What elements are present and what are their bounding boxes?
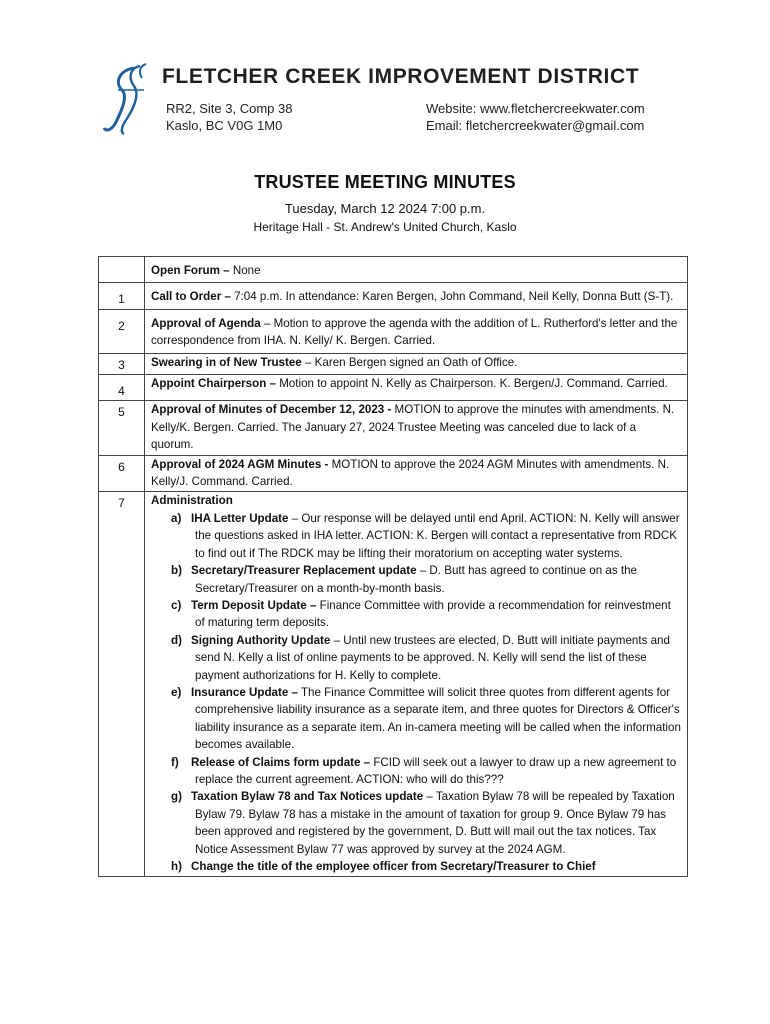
item-letter: a) <box>171 511 182 525</box>
website: Website: www.fletchercreekwater.com <box>426 101 645 116</box>
title-block <box>0 172 770 234</box>
item-heading: Approval of Minutes of December 12, 2023 - <box>151 403 392 417</box>
item-text: Motion to appoint N. Kelly as Chairperson. K. Bergen/J. Command. Carried. <box>275 377 668 391</box>
item-body <box>145 353 688 374</box>
item-heading: Approval of Agenda <box>151 316 261 330</box>
list-item <box>171 858 681 875</box>
sub-text: – Our response will be delayed until end April. ACTION: N. Kelly will answer the questions asked in IHA letter. ACTION: K. Bergen will contact a representative from RDCK to find out if The RDCK may be lifting their moratorium on accepting water systems. <box>195 511 680 560</box>
item-body <box>145 309 688 353</box>
list-item <box>171 684 681 754</box>
contact-info <box>426 100 645 134</box>
meeting-venue: Heritage Hall - St. Andrew's United Church, Kaslo <box>253 220 517 234</box>
sub-text: Finance Committee with provide a recommendation for reinvestment of maturing term deposits. <box>195 598 671 630</box>
item-letter: c) <box>171 598 182 612</box>
minutes-table <box>98 256 688 877</box>
item-number: 2 <box>99 309 145 353</box>
item-letter: e) <box>171 685 182 699</box>
list-item <box>171 754 681 789</box>
list-item <box>171 562 681 597</box>
sub-heading: IHA Letter Update <box>191 511 289 525</box>
district-logo <box>100 60 158 140</box>
org-name: FLETCHER CREEK IMPROVEMENT DISTRICT <box>162 65 640 88</box>
address <box>166 100 292 134</box>
item-letter: g) <box>171 790 182 804</box>
administration-list <box>171 510 681 876</box>
sub-heading: Release of Claims form update – <box>191 755 371 769</box>
item-letter: d) <box>171 633 182 647</box>
list-item <box>171 597 681 632</box>
table-row <box>99 375 688 401</box>
item-body <box>145 257 688 283</box>
item-heading: Appoint Chairperson – <box>151 377 276 391</box>
sub-text: – Taxation Bylaw 78 will be repealed by Taxation Bylaw 79. Bylaw 78 has a mistake in the amount of taxation for group 9. Once Bylaw 79 has been approved and registered by the government, D. Butt will mail out the tax notices. Tax Notice Assessment Bylaw 77 was approved by survey at the 2024 AGM. <box>195 790 675 856</box>
sub-text: The Finance Committee will solicit three quotes from different agents for comprehensive liability insurance as a separate item, and three quotes for Directors & Officer's liability insurance as a separate item. An in-camera meeting will be called when the information becomes available. <box>195 685 681 752</box>
table-row <box>99 283 688 309</box>
item-text: 7:04 p.m. In attendance: Karen Bergen, John Command, Neil Kelly, Donna Butt (S-T). <box>230 290 674 304</box>
sub-heading: Taxation Bylaw 78 and Tax Notices update <box>191 790 424 804</box>
item-heading: Administration <box>151 494 233 508</box>
table-row <box>99 309 688 353</box>
item-text: – Motion to approve the agenda with the addition of L. Rutherford's letter and the correspondence from IHA. N. Kelly/ K. Bergen. Carried. <box>151 316 678 348</box>
item-body <box>145 375 688 401</box>
address-line-2: Kaslo, BC V0G 1M0 <box>166 118 283 133</box>
item-number: 5 <box>99 401 145 455</box>
list-item <box>171 510 681 562</box>
item-letter: b) <box>171 564 182 578</box>
sub-heading: Secretary/Treasurer Replacement update <box>191 564 417 578</box>
item-body <box>145 401 688 455</box>
table-row <box>99 492 688 877</box>
sub-text: – Until new trustees are elected, D. Butt will initiate payments and send N. Kelly a list of online payments to be approved. N. Kelly will send the list of these payment authorizations for H. Kelly to complete. <box>195 633 670 682</box>
sub-heading: Term Deposit Update – <box>191 598 317 612</box>
item-body <box>145 492 688 877</box>
sub-text: – D. Butt has agreed to continue on as the Secretary/Treasurer on a month-by-month basis. <box>195 564 637 595</box>
item-number <box>99 257 145 283</box>
item-number: 3 <box>99 353 145 374</box>
item-letter: f) <box>171 755 179 769</box>
list-item <box>171 632 681 684</box>
sub-heading: Insurance Update – <box>191 685 298 699</box>
item-text: MOTION to approve the 2024 AGM Minutes with amendments. N. Kelly/J. Command. Carried. <box>151 457 670 489</box>
item-heading: Approval of 2024 AGM Minutes - <box>151 457 329 471</box>
item-body <box>145 283 688 309</box>
meeting-date: Tuesday, March 12 2024 7:00 p.m. <box>284 201 486 216</box>
list-item <box>171 788 681 858</box>
item-number: 7 <box>99 492 145 877</box>
item-body <box>145 455 688 492</box>
item-heading: Call to Order – <box>151 290 231 304</box>
email: Email: fletchercreekwater@gmail.com <box>426 118 645 133</box>
item-heading: Swearing in of New Trustee <box>151 355 302 369</box>
item-text: MOTION to approve the minutes with amendments. N. Kelly/K. Bergen. Carried. The January 27, 2024 Trustee Meeting was canceled due to lack of a quorum. <box>151 403 675 452</box>
sub-heading: Change the title of the employee officer from Secretary/Treasurer to Chief <box>191 860 596 873</box>
item-text: None <box>229 264 261 277</box>
sub-text: FCID will seek out a lawyer to draw up a new agreement to replace the current agreement. ACTION: who will do this??? <box>195 755 677 786</box>
document-title: TRUSTEE MEETING MINUTES <box>254 172 516 192</box>
table-row <box>99 455 688 492</box>
address-line-1: RR2, Site 3, Comp 38 <box>166 101 293 116</box>
table-row <box>99 353 688 374</box>
table-row <box>99 401 688 455</box>
item-number: 1 <box>99 283 145 309</box>
item-heading: Open Forum – <box>151 264 230 277</box>
item-number: 6 <box>99 455 145 492</box>
item-letter: h) <box>171 860 182 873</box>
item-number: 4 <box>99 375 145 401</box>
sub-heading: Signing Authority Update <box>191 633 331 647</box>
table-row <box>99 257 688 283</box>
item-text: – Karen Bergen signed an Oath of Office. <box>301 355 518 369</box>
letterhead <box>100 60 670 140</box>
